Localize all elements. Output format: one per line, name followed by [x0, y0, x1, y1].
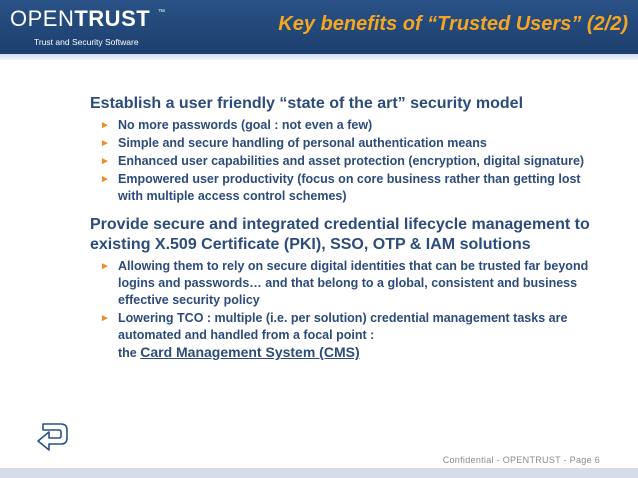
bullet-arrow-icon: ►	[100, 313, 110, 324]
footer-bar	[0, 468, 638, 478]
bullet-text: Allowing them to rely on secure digital identities that can be trusted far beyond logins and passwords… and that belong to a global, consistent and business effective security policy	[118, 259, 589, 307]
bullet-text: Empowered user productivity (focus on core business rather than getting lost with multiple access control schemes)	[118, 172, 581, 203]
bullet-list-1	[98, 117, 590, 205]
bullet-item	[98, 171, 590, 205]
section-heading-2: Provide secure and integrated credential lifecycle management to existing X.509 Certificate (PKI), SSO, OTP & IAM solutions	[90, 216, 590, 253]
logo-trust-text: TRUST	[74, 6, 151, 31]
logo-open-text: OPEN	[10, 6, 75, 31]
return-arrow-graphic	[35, 420, 71, 456]
bullet-arrow-icon: ►	[100, 261, 110, 272]
slide-title: Key benefits of “Trusted Users” (2/2)	[278, 13, 628, 35]
bullet-item	[98, 135, 590, 152]
bullet-item	[98, 310, 590, 362]
bullet-prefix: the	[118, 346, 137, 360]
bullet-text: Simple and secure handling of personal authentication means	[118, 136, 487, 150]
logo-trademark: ™	[158, 9, 165, 16]
bullet-text: Enhanced user capabilities and asset protection (encryption, digital signature)	[118, 154, 585, 168]
opentrust-logo	[10, 7, 170, 51]
bullet-arrow-icon: ►	[100, 156, 110, 167]
bullet-arrow-icon: ►	[100, 174, 110, 185]
bullet-arrow-icon: ►	[100, 120, 110, 131]
bullet-text: No more passwords (goal : not even a few)	[118, 118, 373, 132]
return-arrow-icon[interactable]	[35, 420, 71, 456]
bullet-item	[98, 117, 590, 134]
bullet-item	[98, 258, 590, 309]
section-heading-1: Establish a user friendly “state of the art” security model	[90, 95, 524, 112]
header-divider	[0, 54, 638, 60]
bullet-text: Lowering TCO : multiple (i.e. per solution) credential management tasks are automated and handled from a focal point :	[118, 311, 568, 342]
footer-text: Confidential - OPENTRUST - Page 6	[442, 455, 600, 465]
logo-tagline: Trust and Security Software	[34, 37, 139, 47]
cms-link[interactable]: Card Management System (CMS)	[140, 344, 360, 360]
bullet-list-2	[98, 258, 590, 362]
bullet-item	[98, 153, 590, 170]
logo-wordmark	[10, 7, 150, 31]
slide-content	[90, 94, 590, 363]
bullet-arrow-icon: ►	[100, 138, 110, 149]
